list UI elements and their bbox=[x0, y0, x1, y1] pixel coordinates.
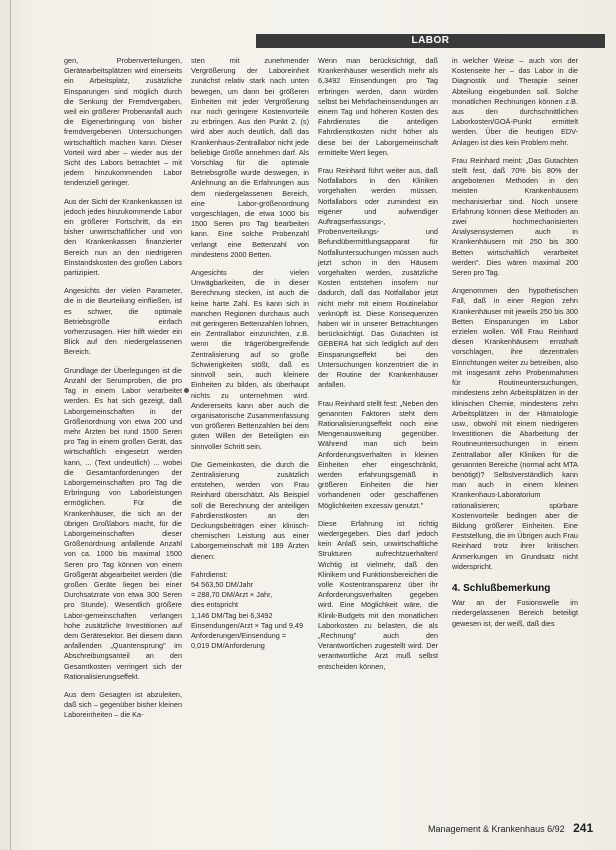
calculation-block bbox=[191, 570, 309, 652]
paragraph: Die Gemeinkosten, die durch die Zentralisierung zusätzlich entstehen, werden von Frau Reinhard überschätzt. Als Beispiel soll die Berechnung der anteiligen Fahrdienstkosten an den Deckungsbeiträgen einer klinisch-chemischen Leistung aus einer Laborgemeinschaft mit 189 Ärzten dienen: bbox=[191, 459, 309, 561]
paragraph: Diese Erfahrung ist richtig wiedergegeben. Dies darf jedoch kein Anlaß sein, unwirtschaftliche Strukturen aufrechtzuerhalten! Wichtig ist vielmehr, daß den Klinikern und Funktionsbereichen die volle Kostentransparenz über ihr Anforderungsverhalten gegeben wird. Eine Möglichkeit wäre, die Klinik-Budgets mit den monatlichen Laborkosten zu belasten, die als „Rechnung" auch den Verantwortlichen zugestellt wird. Der verantwortliche Arzt muß selbst entscheiden können, bbox=[318, 518, 438, 671]
paragraph: War an der Fusionswelle im niedergelassenen Bereich beteiligt gewesen ist, der weiß, daß dies bbox=[452, 598, 578, 628]
journal-name: Management & Krankenhaus 6/92 bbox=[428, 824, 565, 834]
calc-line: 54 563,50 DM/Jahr bbox=[191, 579, 254, 589]
paragraph: Aus dem Gesagten ist abzuleiten, daß sich – gegenüber bisher kleinen Laboreinheiten – die Ka- bbox=[64, 689, 182, 720]
section-title: 4. Schlußbemerkung bbox=[452, 582, 551, 594]
calc-line: Fahrdienst: bbox=[191, 569, 228, 579]
paragraph: Frau Reinhard führt weiter aus, daß Notfallabors in den Kliniken vorgehalten werden müssen. Notfallabors oder zumindest ein eigener und aufwendiger Auftragserfassungs-, Probenverteilungs- und Befundübermittlungsapparat für Notfalluntersuchungen müssen auch jetzt schon in den Häusern vorgehalten werden, zusätzliche Kosten entstehen insofern nur dadurch, daß das Notfallabor jetzt nicht mehr mit einem Routinelabor verknüpft ist. Diese Konsequenzen haben wir in unserer Betrachtungen berücksichtigt. Das Gutachten ist GEBERA hat sich lediglich auf den Einsparungseffekt bei den Untersuchungen konzentriert die in der Routine der Krankenhäuser anfallen. bbox=[318, 166, 438, 390]
paragraph: Wenn man berücksichtigt, daß Krankenhäuser wesentlich mehr als 6,3492 Einsendungen pro Tag erbringen werden, dann würden selbst bei Mehrfacheinsendungen an einem Tag und höheren Kosten des Fahrdienstes die anteiligen Fahrdienstkosten nicht höher als diese bei der Laborgemeinschaft ermittelte Wert liegen. bbox=[318, 56, 438, 157]
calc-line: dies entspricht bbox=[191, 600, 239, 610]
paragraph: in welcher Weise – auch von der Kostenseite her – das Labor in die Diagnostik und Therapie seiner Abteilung eingebunden soll. Solche monatlichen Rechnungen können z.B. aus den durchschnittlichen Laborkosten/GOÄ-Punkt ermittelt werden. Über die heutigen EDV-Anlagen ist dies kein Problem mehr. bbox=[452, 56, 578, 147]
calc-line: = 288,70 DM/Arzt × Jahr, bbox=[191, 590, 273, 600]
paragraph: Angenommen den hypothetischen Fall, daß in einer Region zehn Krankenhäuser mit jeweils 250 bis 300 Betten Einsparungen im Labor erzielen wollen. Will Frau Reinhard diesen Krankenhäusern ernsthaft vorschlagen, ihre dezentralen Einrichtungen weiter zu betreiben, also mit insgesamt zehn Probenmahmen für Routineuntersuchungen, mindestens zehn Arbeitsplätzen in der klinischen Chemie, mindestens zehn Arbeitsplätzen in der Hämatologie usw., obwohl mit einem niedrigeren Investitionen die Abarbeitung der Routineuntersuchungen in einem Zentrallabor aller Kliniken für die genannten Bereiche (normal acht MTA benötigt)? Selbstverständlich kann man auch in einem kleinen Krankenhaus-Laboratorium rationalisieren; spürbare Kostenvorteile bedingen aber die Bildung größerer Einheiten. Eine Feststellung, die im Übrigen auch Frau Reinhard trotz ihrer kritischen Anmerkungen im Grundsatz nicht widerspricht. bbox=[452, 286, 578, 571]
paragraph: Grundlage der Überlegungen ist die Anzahl der Serumproben, die pro Tag in einem Labor verarbeitet werden. Es hat sich gezeigt, daß Laborgemeinschaften in der Größenordnung von etwa 200 und mehr Ärzten bei rund 1500 Seren pro Tag in einem großen Gerät, das wirtschaftlich eingesetzt werden kann, ... (Text undeutlich) ... wobei die Gesamtanforderungen der Laborgemeinschaften pro Tag die Erbringung von Laborleistungen ermöglichen. Für die Krankenhäuser, die sich an der übrigen Großlabors macht, für die Laborgemeinschaften dieser Größenordnung anfallende Anzahl von ca. 1000 bis maximal 1500 Seren pro Tag können von einem Großgerät abgearbeitet werden (die großen Geräte liegen bei einer Durchsatzrate von etwa 300 Seren pro Stunde). Wesentlich größere Labor-gemeinschaften verlangen hohe zusätzliche Investitionen auf dem Gerätesektor. Bei diesem dann anfallenden „Quantensprung" im Abschreibungsanteil an den Gesamtkosten verringert sich der Rationalisierungseffekt. bbox=[64, 365, 182, 681]
paragraph: gen, Probenverteilungen, Gerätearbeitsplätzen wird einerseits ein Arbeitsplatz, zusätzliche Einsparungen sind möglich durch die Senkung der Fremdvergaben, weil ein größerer Probenanfall auch die Eigenerbringung von bisher fremdvergebenen Untersuchungen wirtschaftlich machen kann. Dieser Vorteil wird aber – wieder aus der Sicht des Labors betrachtet – mit jedem hinzukommenden Labor tendenziell geringer. bbox=[64, 56, 182, 188]
paragraph: Angesichts der vielen Parameter, die in die Beurteilung einfließen, ist es schwer, die optimale Betriebsgröße einfach vorherzusagen. Hier hilft wieder ein Blick auf den niedergelassenen Bereich. bbox=[64, 286, 182, 357]
page-edge bbox=[10, 0, 11, 850]
text-column-2 bbox=[191, 56, 309, 651]
paragraph: Frau Reinhard meint: „Das Gutachten stellt fest, daß 70% bis 80% der angebotenen Methoden in den meisten Krankenhäusern mechanisierbar sind. Noch unsere Erfahrung können diese Methoden an zwei hochmechanisierten Analysensystemen auch in Krankenhäusern mit 250 bis 300 Betten wirtschaftlich verarbeitet werden". Dies wären maximal 200 Seren pro Tag. bbox=[452, 155, 578, 278]
page-footer bbox=[428, 821, 593, 835]
text-column-1 bbox=[64, 56, 182, 729]
paragraph: Aus der Sicht der Krankenkassen ist jedoch jedes hinzukommende Labor ein größerer Fortschritt, da ein bisher unwirtschaftlicher und von den Krankenkassen finanzierter Bereich nun an den niedrigeren Einstandskosten des großen Labors partizipiert. bbox=[64, 196, 182, 278]
section-header: LABOR bbox=[256, 34, 605, 48]
paragraph: sten mit zunehmender Vergrößerung der Laboreinheit zunächst relativ stark nach unten bewegen, um dann bei größeren Einheiten mit jeder Vergrößerung nur noch geringere Kostenvorteile zu erbringen. Aus den Punkt 2. (s) wird aber auch deutlich, daß das Krankenhaus-Zentrallabor nicht jede beliebige Größe annehmen darf. Als Vorschlag für die optimale Betriebsgröße wurde deswegen, in Anlehnung an die Erfahrungen aus dem niedergelassenen Bereich, eine Labor-größenordnung vorgeschlagen, die etwa 1000 bis 1500 Seren pro Tag bearbeiten kann. Eine solche Probenzahl verlangt eine Bettenzahl von mindestens 2000 Betten. bbox=[191, 56, 309, 259]
paragraph: Angesichts der vielen Unwägbarkeiten, die in dieser Berechnung stecken, ist auch die keine harte Zahl. Es kann sich in manchen Regionen durchaus auch mit geringeren Bettenzahlen lohnen, ein Zentrallabor einzurichten, z.B. wenn die trägerübergreifende Zentralisierung auf so große Schwierigkeiten stößt, daß es sinnvoll sein, auch kleinere Einheiten zu bilden, als überhaupt nichts zu unternehmen wird. Andererseits kann aber auch die organisatorische Zusammenfassung von größeren Bettenzahlen bei dem guten Willen der Beteiligten ein sinnvoller Schritt sein. bbox=[191, 268, 309, 451]
page-number: 241 bbox=[573, 821, 594, 835]
paragraph: Frau Reinhard stellt fest: „Neben den genannten Faktoren steht dem Rationalisierungseffekt noch eine Mengenausweitung gegenüber. Während man sich beim Anforderungsverhalten in kleinen Einheiten eher eingeschränkt, werden erfahrungsgemäß in größeren Einheiten die hier vorhandenen oder geschaffenen Möglichkeiten exzessiv genutzt." bbox=[318, 398, 438, 510]
text-column-3 bbox=[318, 56, 438, 680]
calc-line: 1,146 DM/Tag bei 6,3492 Einsendungen/Arzt × Tag und 9,49 Anforderungen/Einsendung = bbox=[191, 610, 304, 640]
text-column-4 bbox=[452, 56, 578, 637]
calc-line: 0,019 DM/Anforderung bbox=[191, 641, 265, 651]
margin-dot bbox=[184, 388, 189, 393]
